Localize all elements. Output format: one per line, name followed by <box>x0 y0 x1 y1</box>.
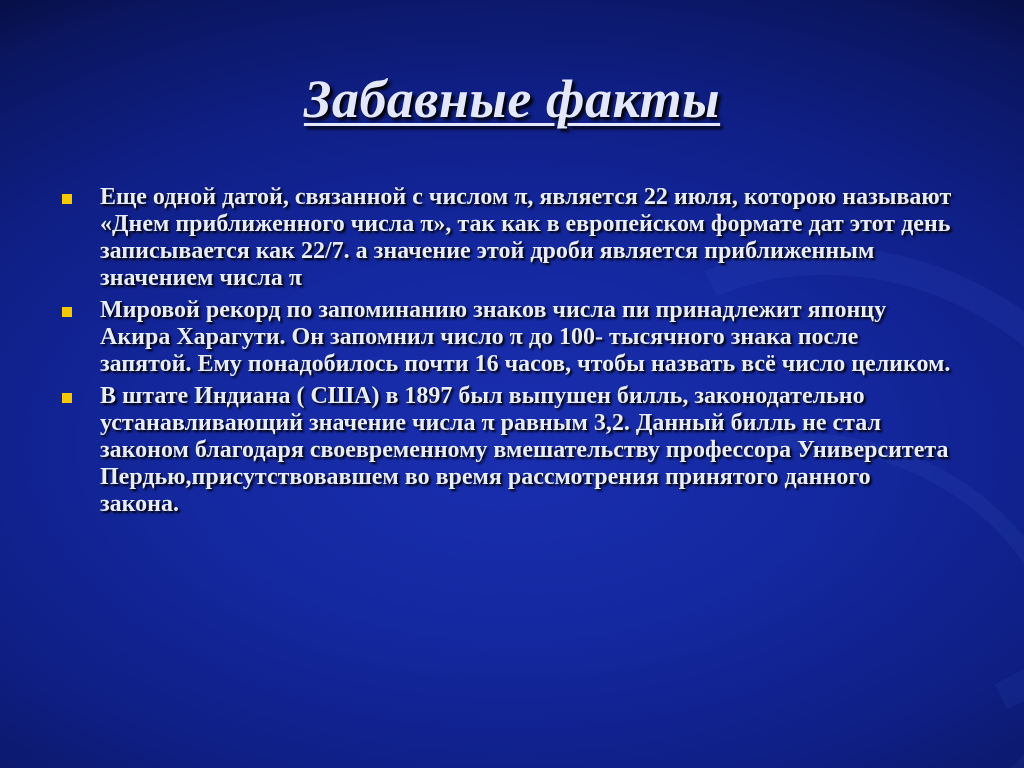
bullet-text: Еще одной датой, связанной с числом π, является 22 июля, которою называют «Днем приближенного числа π», так как в европейском формате дат этот день записывается как 22/7. а значение этой дроби является приближенным значением числа π <box>100 184 952 291</box>
bullet-item-world-record <box>62 297 952 378</box>
square-bullet-icon <box>62 194 72 204</box>
square-bullet-icon <box>62 393 72 403</box>
bullet-item-pi-day <box>62 184 952 292</box>
bullet-list <box>62 184 952 523</box>
slide-title: Забавные факты <box>303 69 721 129</box>
bullet-text: В штате Индиана ( США) в 1897 был выпушен билль, законодательно устанавливающий значение числа π равным 3,2. Данный билль не стал законом благодаря своевременному вмешательству профессора Университета Пердью,присутствовавшем во время рассмотрения принятого данного закона. <box>100 383 949 517</box>
bullet-item-indiana-bill <box>62 383 952 518</box>
bullet-text: Мировой рекорд по запоминанию знаков числа пи принадлежит японцу Акира Харагути. Он запомнил число π до 100- тысячного знака после запятой. Ему понадобилось почти 16 часов, чтобы назвать всё число целиком. <box>100 297 951 377</box>
square-bullet-icon <box>62 307 72 317</box>
